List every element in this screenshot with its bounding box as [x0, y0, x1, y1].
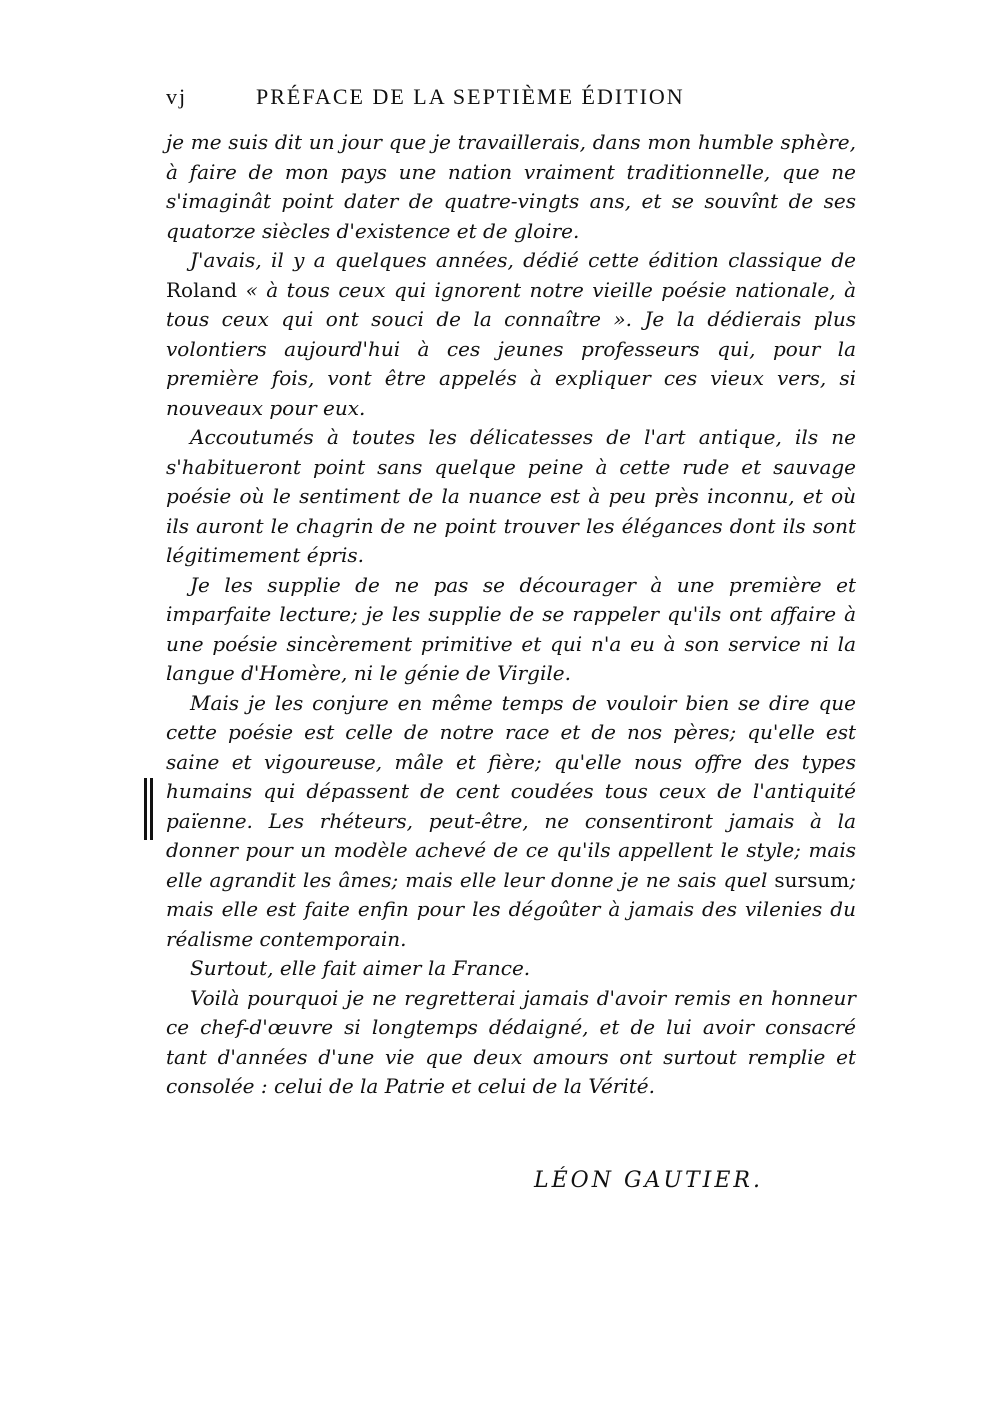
sursum-word: sursum: [774, 867, 850, 892]
preface-body: [166, 128, 856, 1102]
margin-bar-2: [150, 778, 153, 840]
paragraph-3: Accoutumés à toutes les délicatesses de l'art antique, ils ne s'habitueront point sans quelque peine à cette rude et sauvage poésie où le sentiment de la nuance est à peu près inconnu, et où ils auront le chagrin de ne point trouver les élégances dont ils sont légitimement épris.: [166, 425, 856, 567]
page-number: vj: [166, 84, 188, 109]
paragraph-5: Mais je les conjure en même temps de vouloir bien se dire que cette poésie est celle de notre race et de nos pères; qu'elle est saine et vigoureuse, mâle et fière; qu'elle nous offre des types humains qui dépassent de cent coudées tous ceux de l'antiquité païenne. Les rhéteurs, peut-être, ne consentiront jamais à la donner pour un modèle achevé de ce qu'ils appellent le style; mais elle agrandit les âmes; mais elle leur donne je ne sais quel sursum; mais elle est faite enfin pour les dégoûter à jamais des vilenies du réalisme contemporain.: [166, 690, 856, 951]
paragraph-6: Surtout, elle fait aimer la France.: [190, 956, 531, 980]
paragraph-4: Je les supplie de ne pas se décourager à une première et imparfaite lecture; je les supplie de se rappeler qu'ils ont affaire à une poésie sincèrement primitive et qui n'a eu à son service ni la langue d'Homère, ni le génie de Virgile.: [166, 572, 856, 685]
paragraph-2: J'avais, il y a quelques années, dédié cette édition classique de Roland « à tous ceux qui ignorent notre vieille poésie nationale, à tous ceux qui ont souci de la connaître ». Je la dédierais plus volontiers aujourd'hui à ces jeunes professeurs qui, pour la première fois, vont être appelés à expliquer ces vieux vers, si nouveaux pour eux.: [166, 248, 856, 420]
paragraph-1: je me suis dit un jour que je travaillerais, dans mon humble sphère, à faire de mon pays une nation vraiment traditionnelle, que ne s'imaginât point dater de quatre-vingts ans, et se souvînt de ses quatorze siècles d'existence et de gloire.: [166, 130, 856, 243]
roland-title: Roland: [166, 277, 238, 302]
paragraph-7: Voilà pourquoi je ne regretterai jamais d'avoir remis en honneur ce chef-d'œuvre si longtemps dédaigné, et de lui avoir consacré tant d'années d'une vie que deux amours ont surtout remplie et consolée : celui de la Patrie et celui de la Vérité.: [166, 985, 856, 1098]
page-header: [166, 84, 766, 118]
margin-mark: [144, 778, 156, 840]
margin-bar-1: [144, 778, 147, 840]
running-title: PRÉFACE DE LA SEPTIÈME ÉDITION: [256, 84, 685, 109]
author-signature: LÉON GAUTIER.: [534, 1168, 763, 1193]
